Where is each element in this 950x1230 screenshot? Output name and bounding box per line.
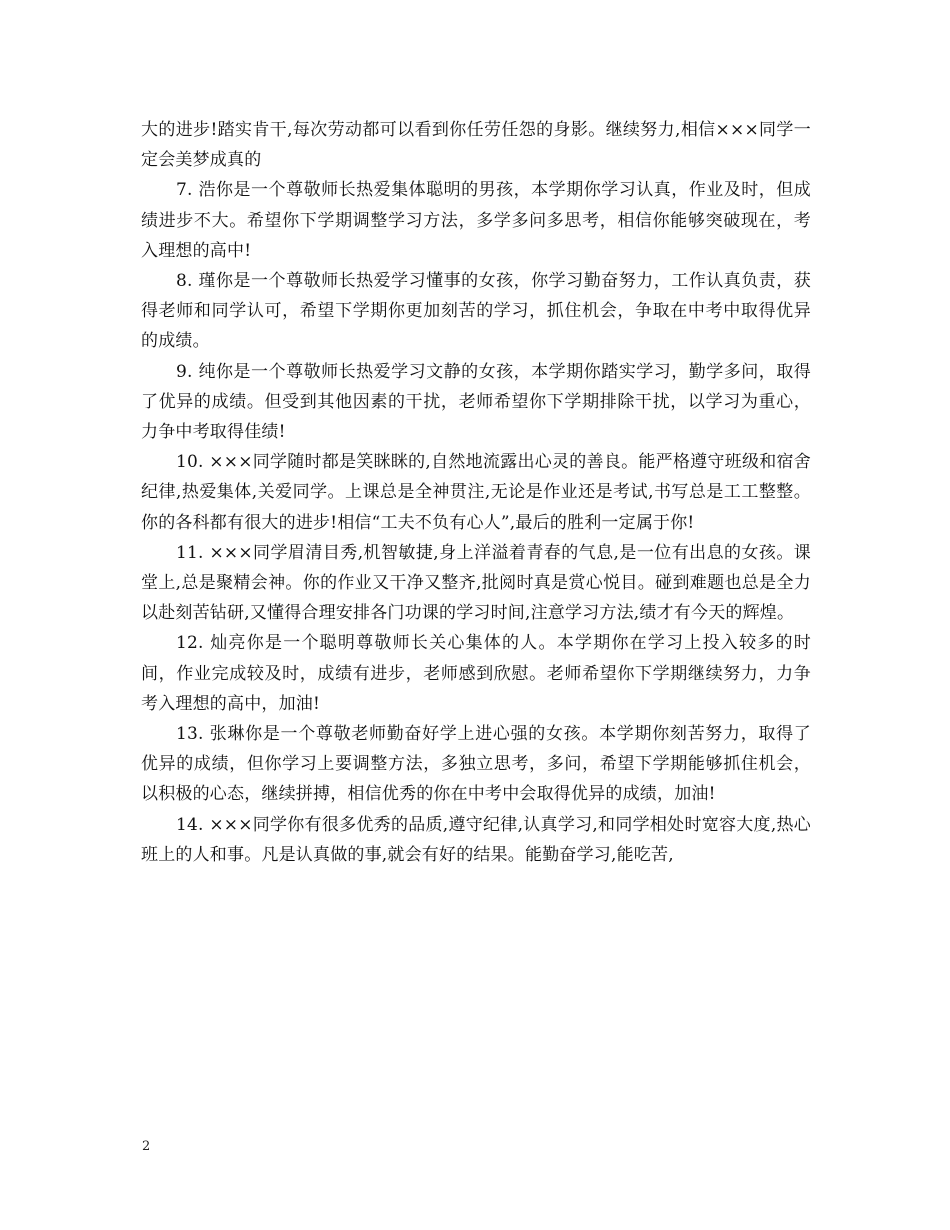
paragraph-item-14: 14. ×××同学你有很多优秀的品质,遵守纪律,认真学习,和同学相处时宽容大度,热心班上的人和事。凡是认真做的事,就会有好的结果。能勤奋学习,能吃苦, [141,814,811,865]
paragraph-item-10: 10. ×××同学随时都是笑眯眯的,自然地流露出心灵的善良。能严格遵守班级和宿舍纪律,热爱集体,关爱同学。上课总是全神贯注,无论是作业还是考试,书写总是工工整整。你的各科都有很大的进步!相信“工夫不负有心人”,最后的胜利一定属于你! [141,452,811,533]
paragraph-item-7: 7. 浩你是一个尊敬师长热爱集体聪明的男孩，本学期你学习认真，作业及时，但成绩进步不大。希望你下学期调整学习方法，多学多问多思考，相信你能够突破现在，考入理想的高中! [141,180,811,261]
document-body [141,115,811,870]
paragraph-item-12: 12. 灿亮你是一个聪明尊敬师长关心集体的人。本学期你在学习上投入较多的时间，作业完成较及时，成绩有进步，老师感到欣慰。老师希望你下学期继续努力，力争考入理想的高中，加油! [141,633,811,714]
page-number: 2 [142,1139,151,1154]
paragraph-item-9: 9. 纯你是一个尊敬师长热爱学习文静的女孩，本学期你踏实学习，勤学多问，取得了优异的成绩。但受到其他因素的干扰，老师希望你下学期排除干扰，以学习为重心，力争中考取得佳绩! [141,361,811,443]
paragraph-item-13: 13. 张琳你是一个尊敬老师勤奋好学上进心强的女孩。本学期你刻苦努力，取得了优异的成绩，但你学习上要调整方法，多独立思考，多问，希望下学期能够抓住机会，以积极的心态，继续拼搏，相信优秀的你在中考中会取得优异的成绩，加油! [141,724,811,805]
paragraph-item-11: 11. ×××同学眉清目秀,机智敏捷,身上洋溢着青春的气息,是一位有出息的女孩。课堂上,总是聚精会神。你的作业又干净又整齐,批阅时真是赏心悦目。碰到难题也总是全力以赴刻苦钻研,又懂得合理安排各门功课的学习时间,注意学习方法,绩才有今天的辉煌。 [141,542,811,624]
paragraph-item-8: 8. 瑾你是一个尊敬师长热爱学习懂事的女孩，你学习勤奋努力，工作认真负责，获得老师和同学认可，希望下学期你更加刻苦的学习，抓住机会，争取在中考中取得优异的成绩。 [141,271,811,352]
paragraph-continuation: 大的进步!踏实肯干,每次劳动都可以看到你任劳任怨的身影。继续努力,相信×××同学一定会美梦成真的 [141,120,811,171]
